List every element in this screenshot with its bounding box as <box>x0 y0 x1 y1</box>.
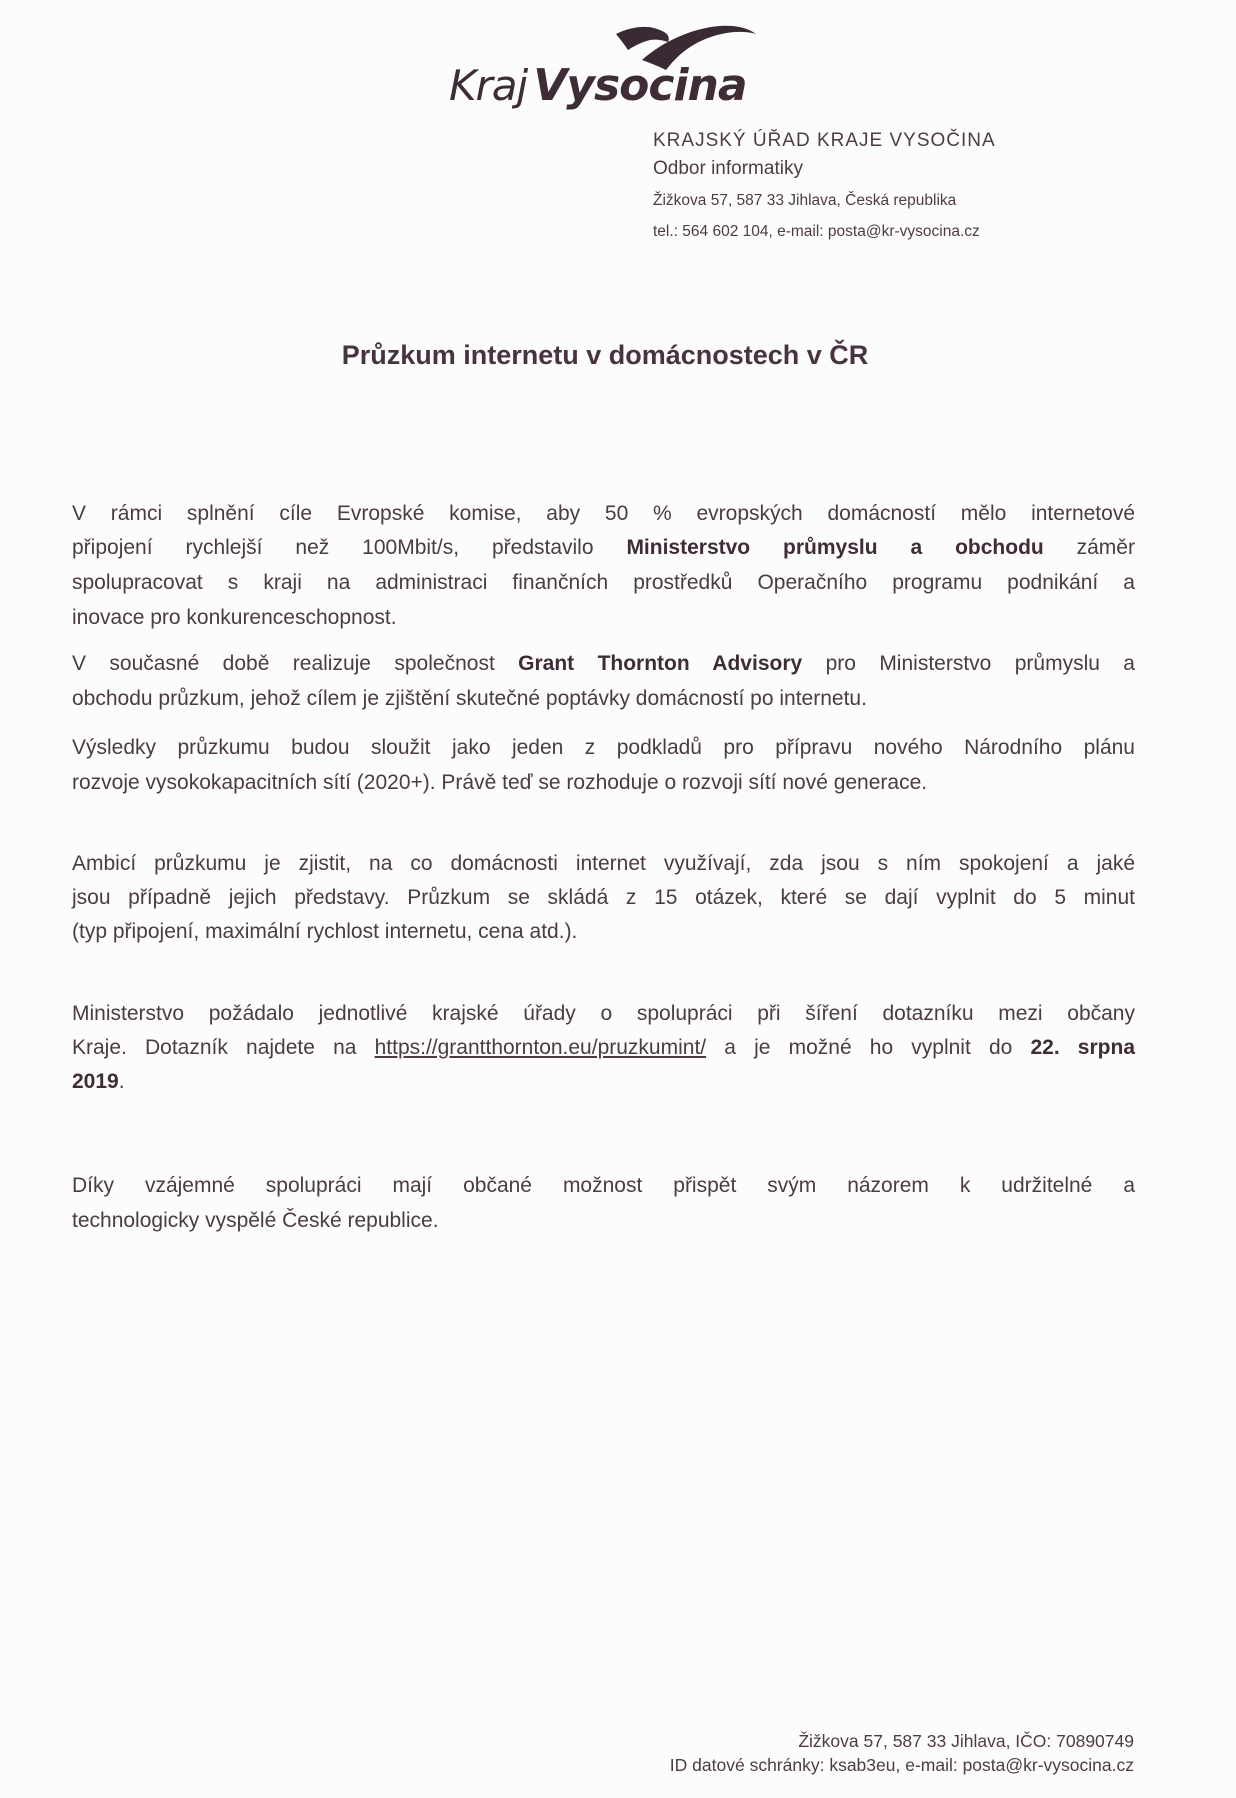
text-span: . <box>118 1070 125 1093</box>
text-span: V současné době realizuje společnost <box>72 652 519 675</box>
survey-link[interactable]: https://grantthornton.eu/pruzkumint/ <box>374 1036 707 1059</box>
paragraph-2-line-2: obchodu průzkum, jehož cílem je zjištění skutečné poptávky domácností po internetu. <box>72 687 867 710</box>
bold-deadline-year: 2019 <box>72 1070 119 1093</box>
footer-contact: ID datové schránky: ksab3eu, e-mail: posta@kr-vysocina.cz <box>669 1755 1134 1775</box>
text-span: a je možné ho vyplnit do <box>706 1036 1031 1059</box>
paragraph-2-line-1 <box>72 652 1135 676</box>
text-span: záměr <box>1043 536 1135 559</box>
paragraph-1-line-1: V rámci splnění cíle Evropské komise, aby 50 % evropských domácností mělo internetové <box>72 502 1135 525</box>
logo-wordmark <box>449 60 747 116</box>
office-contact: tel.: 564 602 104, e-mail: posta@kr-vysocina.cz <box>653 223 980 240</box>
bold-deadline-date: 22. srpna <box>1030 1036 1135 1059</box>
paragraph-1-line-3: spolupracovat s kraji na administraci finančních prostředků Operačního programu podnikání a <box>72 571 1135 594</box>
paragraph-5-line-1: Ministerstvo požádalo jednotlivé krajské úřady o spolupráci při šíření dotazníku mezi občany <box>72 1002 1135 1025</box>
text-span: pro Ministerstvo průmyslu a <box>802 652 1135 675</box>
paragraph-4-line-3: (typ připojení, maximální rychlost internetu, cena atd.). <box>72 920 578 943</box>
text-span: Kraje. Dotazník najdete na <box>72 1036 375 1059</box>
paragraph-4-line-2: jsou případně jejich představy. Průzkum se skládá z 15 otázek, které se dají vyplnit do 5 minut <box>72 886 1135 909</box>
paragraph-3-line-1: Výsledky průzkumu budou sloužit jako jeden z podkladů pro přípravu nového Národního plánu <box>72 736 1135 759</box>
office-name: KRAJSKÝ ÚŘAD KRAJE VYSOČINA <box>653 130 996 151</box>
footer-address: Žižkova 57, 587 33 Jihlava, IČO: 70890749 <box>798 1731 1134 1751</box>
text-span: připojení rychlejší než 100Mbit/s, představilo <box>72 536 627 559</box>
logo-word-vysocina: Vysocina <box>533 60 747 111</box>
paragraph-6-line-1: Díky vzájemné spolupráci mají občané možnost přispět svým názorem k udržitelné a <box>72 1174 1135 1197</box>
paragraph-5-line-3 <box>72 1070 1135 1094</box>
bold-company: Grant Thornton Advisory <box>518 652 803 675</box>
department-name: Odbor informatiky <box>653 158 803 179</box>
paragraph-1-line-2 <box>72 536 1135 560</box>
bold-ministry: Ministerstvo průmyslu a obchodu <box>626 536 1044 559</box>
logo-word-kraj: Kraj <box>449 61 528 110</box>
paragraph-5-line-2 <box>72 1036 1135 1060</box>
paragraph-3-line-2: rozvoje vysokokapacitních sítí (2020+). Právě teď se rozhoduje o rozvoji sítí nové generace. <box>72 771 928 794</box>
document-title: Průzkum internetu v domácnostech v ČR <box>341 340 869 370</box>
paragraph-4-line-1: Ambicí průzkumu je zjistit, na co domácnosti internet využívají, zda jsou s ním spokojení a jaké <box>72 852 1135 875</box>
office-address: Žižkova 57, 587 33 Jihlava, Česká republika <box>653 192 957 209</box>
paragraph-1-line-4: inovace pro konkurenceschopnost. <box>72 606 397 629</box>
paragraph-6-line-2: technologicky vyspělé České republice. <box>72 1209 439 1232</box>
